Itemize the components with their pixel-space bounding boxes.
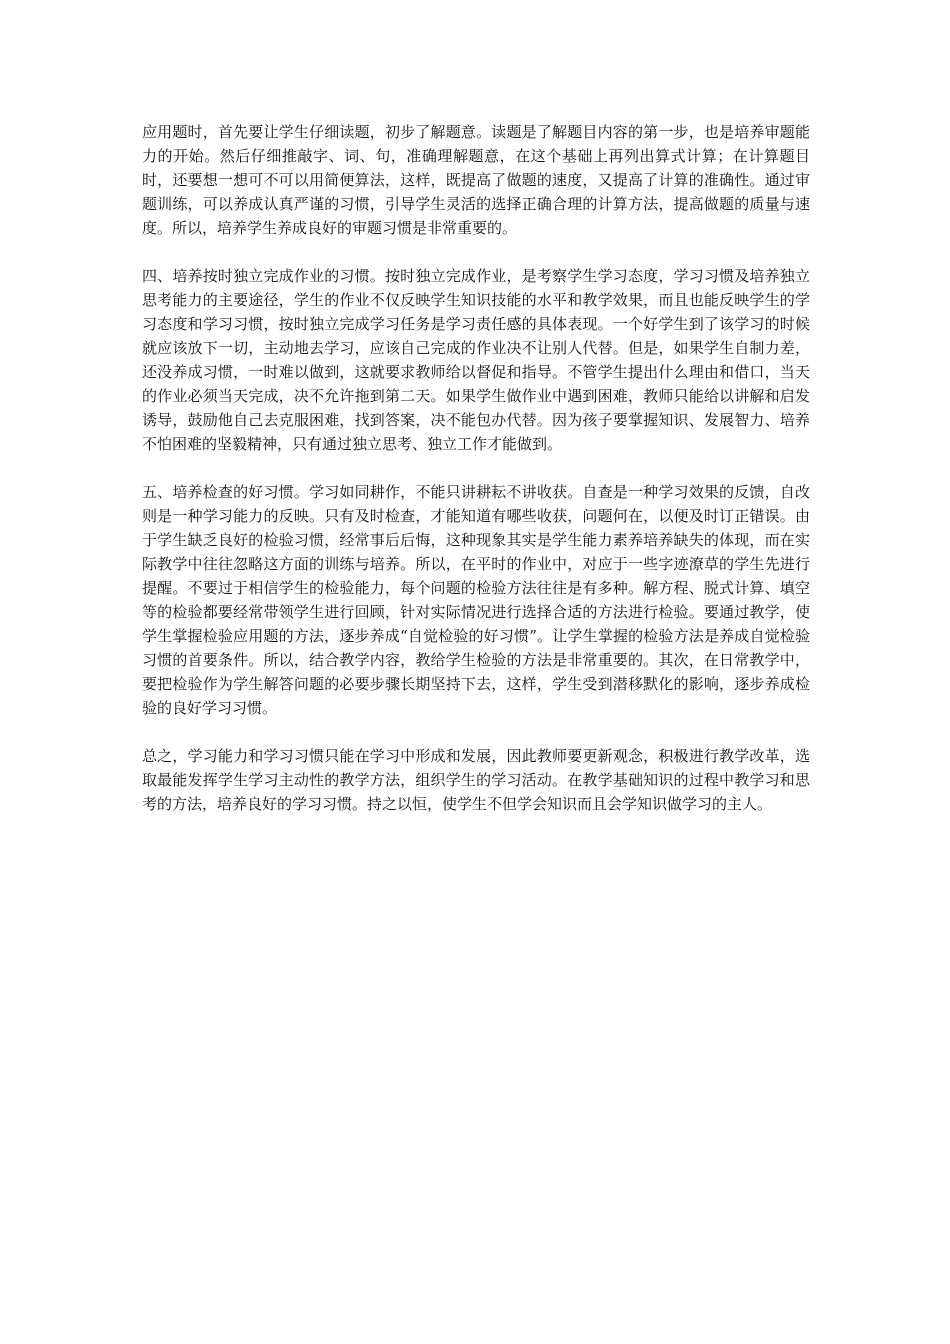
paragraph-conclusion: 总之，学习能力和学习习惯只能在学习中形成和发展，因此教师要更新观念，积极进行教学改革，选取最能发挥学生学习主动性的教学方法，组织学生的学习活动。在教学基础知识的过程中教学习和思考的方法，培养良好的学习习惯。持之以恒，使学生不但学会知识而且会学知识做学习的主人。	[142, 747, 810, 813]
paragraph-review-habit: 应用题时，首先要让学生仔细读题，初步了解题意。读题是了解题目内容的第一步，也是培养审题能力的开始。然后仔细推敲字、词、句，准确理解题意，在这个基础上再列出算式计算；在计算题目时，还要想一想可不可以用简便算法，这样，既提高了做题的速度，又提高了计算的准确性。通过审题训练，可以养成认真严谨的习惯，引导学生灵活的选择正确合理的计算方法，提高做题的质量与速度。所以，培养学生养成良好的审题习惯是非常重要的。	[142, 123, 810, 237]
paragraph-checking-habit: 五、培养检查的好习惯。学习如同耕作，不能只讲耕耘不讲收获。自查是一种学习效果的反馈，自改则是一种学习能力的反映。只有及时检查，才能知道有哪些收获，问题何在，以便及时订正错误。由于学生缺乏良好的检验习惯，经常事后后悔，这种现象其实是学生能力素养培养缺失的体现，而在实际教学中往往忽略这方面的训练与培养。所以，在平时的作业中，对应于一些字迹潦草的学生先进行提醒。不要过于相信学生的检验能力，每个问题的检验方法往往是有多种。解方程、脱式计算、填空等的检验都要经常带领学生进行回顾，针对实际情况进行选择合适的方法进行检验。要通过教学，使学生掌握检验应用题的方法，逐步养成“自觉检验的好习惯”。让学生掌握的检验方法是养成自觉检验习惯的首要条件。所以，结合教学内容，教给学生检验的方法是非常重要的。其次，在日常教学中，要把检验作为学生解答问题的必要步骤长期坚持下去，这样，学生受到潜移默化的影响，逐步养成检验的良好学习习惯。	[142, 483, 810, 717]
document-body	[142, 120, 810, 840]
paragraph-homework-habit: 四、培养按时独立完成作业的习惯。按时独立完成作业，是考察学生学习态度，学习习惯及培养独立思考能力的主要途径，学生的作业不仅反映学生知识技能的水平和教学效果，而且也能反映学生的学习态度和学习习惯，按时独立完成学习任务是学习责任感的具体表现。一个好学生到了该学习的时候就应该放下一切，主动地去学习，应该自己完成的作业决不让别人代替。但是，如果学生自制力差，还没养成习惯，一时难以做到，这就要求教师给以督促和指导。不管学生提出什么理由和借口，当天的作业必须当天完成，决不允许拖到第二天。如果学生做作业中遇到困难，教师只能给以讲解和启发诱导，鼓励他自己去克服困难，找到答案，决不能包办代替。因为孩子要掌握知识、发展智力、培养不怕困难的坚毅精神，只有通过独立思考、独立工作才能做到。	[142, 267, 810, 453]
